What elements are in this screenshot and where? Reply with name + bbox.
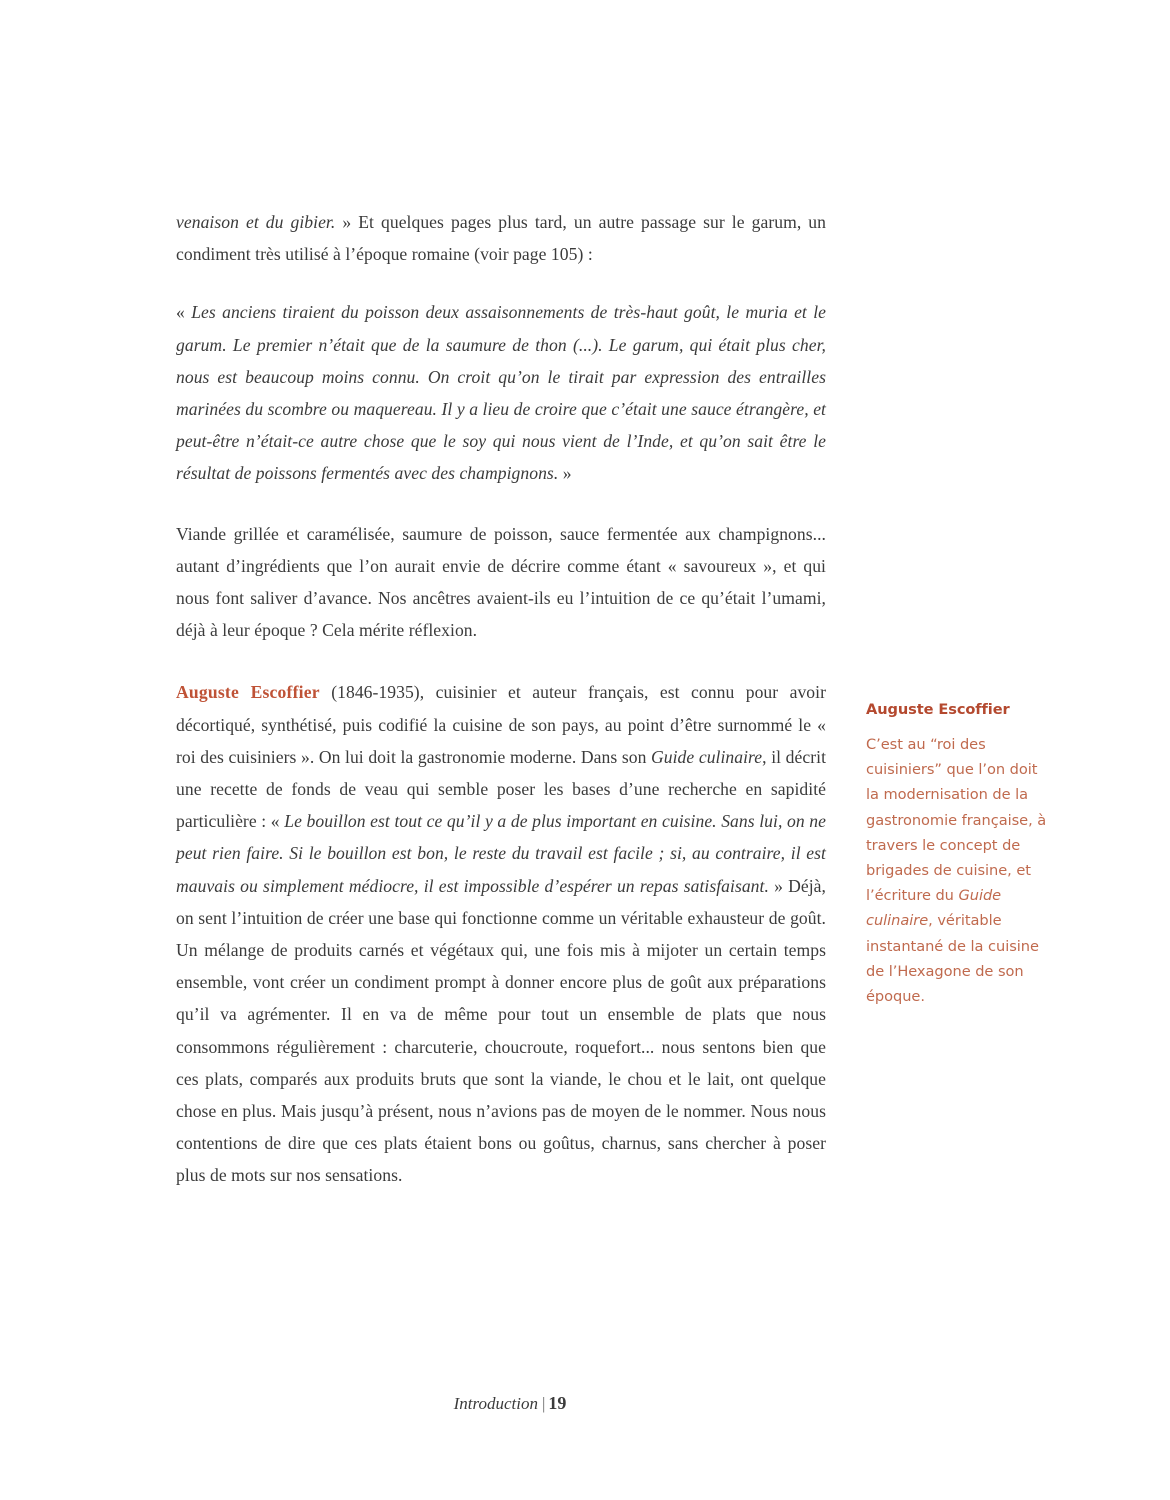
run-italic: venaison et du gibier. [176, 212, 336, 232]
run-quote-open: « [176, 302, 192, 323]
paragraph-umami [176, 518, 826, 647]
paragraph-garum-intro [176, 206, 826, 270]
run-italic-quote: Les anciens tiraient du poisson deux assaisonnements de très-haut goût, le muria et le garum. Le premier n’était que de la saumure de thon (...). Le garum, qui était plus cher, nous est beaucoup moins connu. On croit qu’on le tirait par expression des entrailles marinées du scombre ou maquereau. Il y a lieu de croire que c’était une sauce étrangère, et peut-être n’était-ce autre chose que le soy qui nous vient de l’Inde, et qu’on sait être le résultat de poissons fermentés avec des champignons. [176, 302, 826, 484]
run-italic-quote: Le bouillon est tout ce qu’il y a de plus important en cuisine. Sans lui, on ne peut rien faire. Si le bouillon est bon, le reste du travail est facile ; si, au contraire, il est mauvais ou simplement médiocre, il est impossible d’espérer un repas satisfaisant. [176, 811, 826, 896]
margin-note-title: Auguste Escoffier [866, 701, 1010, 718]
run-normal-2: , véritable instantané de la cuisine de l’Hexagone de son époque. [866, 912, 1039, 1006]
run-normal: » Et quelques pages plus tard, un autre passage sur le garum, un condiment très utilisé à l’époque romaine (voir page 105) : [176, 212, 826, 265]
margin-note-body [866, 732, 1048, 1009]
run-normal-3: » Déjà, on sent l’intuition de créer une base qui fonctionne comme un véritable exhausteur de goût. Un mélange de produits carnés et végétaux qui, une fois mis à mijoter un certain temps ensemble, vont créer un condiment prompt à donner encore plus de goût aux préparations qu’il va agrémenter. Il en va de même pour tout un ensemble de plats que nous consommons régulièrement : charcuterie, choucroute, roquefort... nous sentons bien que ces plats, comparés aux produits bruts que sont la viande, le chou et le lait, ont quelque chose en plus. Mais jusqu’à présent, nous n’avions pas de moyen de le nommer. Nous nous contentions de dire que ces plats étaient bons ou goûtus, charnus, sans chercher à poser plus de mots sur nos sensations. [176, 875, 826, 1186]
run-normal: Viande grillée et caramélisée, saumure de poisson, sauce fermentée aux champignons... autant d’ingrédients que l’on aurait envie de décrire comme étant « savoureux », et qui nous font saliver d’avance. Nos ancêtres avaient-ils eu l’intuition de ce qu’était l’umami, déjà à leur époque ? Cela mérite réflexion. [176, 523, 826, 641]
run-normal-1: (1846-1935), cuisinier et auteur français, est connu pour avoir décortiqué, synthétisé, puis codifié la cuisine de son pays, au point d’être surnommé le « roi des cuisiniers ». On lui doit la gastronomie moderne. Dans son [176, 682, 826, 767]
run-italic-book-title: Guide culinaire [651, 746, 763, 767]
footer-separator: | [541, 1394, 546, 1413]
run-normal-1: C’est au “roi des cuisiniers” que l’on doit la modernisation de la gastronomie française, à travers le concept de brigades de cuisine, et l’écriture du [866, 736, 1047, 905]
lead-in-name: Auguste Escoffier [176, 682, 320, 703]
footer-section-label: Introduction [453, 1394, 538, 1413]
run-normal-2: , il décrit une recette de fonds de veau qui semble poser les bases d’une recherche en sapidité particulière : « [176, 746, 827, 832]
page-number: 19 [548, 1393, 567, 1413]
paragraph-quote-anciens [176, 296, 826, 489]
margin-note [866, 700, 1048, 1009]
main-text-column [176, 206, 826, 1192]
run-italic-book-title: Guide culinaire [866, 887, 1002, 930]
run-quote-close: » [558, 463, 572, 484]
page-footer [0, 1392, 1170, 1415]
paragraph-escoffier [176, 676, 826, 1191]
